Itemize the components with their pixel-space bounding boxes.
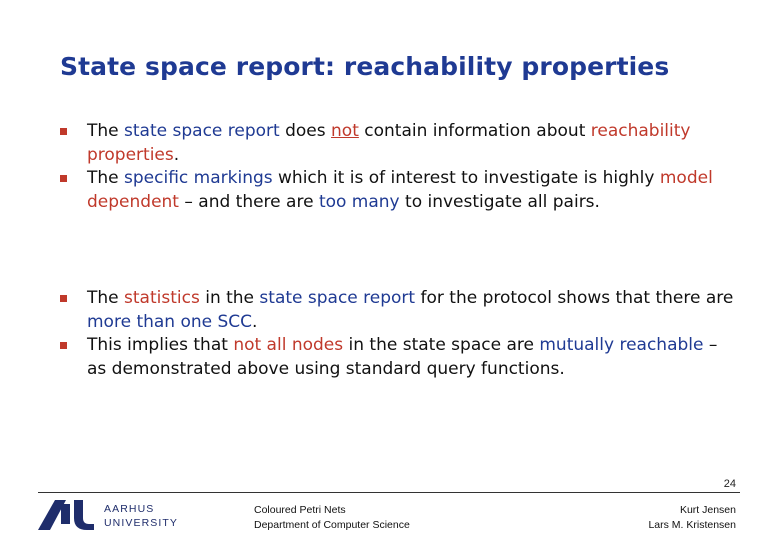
bullet-item (60, 334, 740, 381)
square-bullet-icon (60, 342, 67, 349)
bullet-list-scc (60, 287, 740, 381)
highlight-term: too many (318, 191, 400, 212)
bullet-text: which it is of interest to investigate is highly (272, 168, 660, 189)
square-bullet-icon (60, 128, 67, 135)
highlight-term: reachability properties (87, 121, 691, 165)
highlight-term: mutually reachable (539, 335, 704, 356)
bullet-text: The (87, 168, 125, 189)
bullet-text: . (173, 144, 180, 165)
department-name: Department of Computer Science (254, 518, 410, 531)
square-bullet-icon (60, 295, 67, 302)
highlight-term: not all nodes (233, 335, 344, 356)
bullet-text: The (87, 121, 125, 141)
course-title: Coloured Petri Nets (254, 504, 346, 516)
square-bullet-icon (60, 175, 67, 182)
bullet-item (60, 167, 740, 214)
slide-title: State space report: reachability properties (60, 52, 670, 81)
bullet-list-reachability (60, 120, 740, 214)
aarhus-university-logo-icon (38, 498, 94, 530)
university-name-line: AARHUS (104, 503, 155, 515)
author-list (648, 503, 736, 532)
course-info (254, 503, 410, 532)
bullet-text: This implies that (87, 335, 234, 356)
emphasis-term: not (331, 121, 359, 141)
highlight-term: specific markings (124, 168, 273, 189)
bullet-text: in the state space are (343, 335, 540, 356)
university-name-line: UNIVERSITY (104, 516, 179, 529)
bullet-text: . (252, 311, 258, 332)
bullet-text: in the (199, 288, 260, 308)
highlight-term: state space report (124, 121, 280, 141)
university-name (104, 503, 178, 530)
footer-divider (38, 492, 740, 493)
author-name: Lars M. Kristensen (648, 518, 736, 531)
highlight-term: model dependent (87, 168, 713, 212)
bullet-text: to investigate all pairs. (399, 191, 600, 212)
bullet-item (60, 287, 740, 334)
bullet-text: contain information about (358, 121, 591, 141)
page-number: 24 (723, 478, 736, 490)
highlight-term: statistics (124, 288, 200, 308)
author-name: Kurt Jensen (679, 504, 736, 516)
bullet-item (60, 120, 740, 167)
bullet-text: for the protocol shows that there are (415, 288, 734, 308)
highlight-term: more than one SCC (87, 311, 253, 332)
bullet-text: The (87, 288, 125, 308)
highlight-term: state space report (259, 288, 416, 308)
bullet-text: – and there are (178, 191, 319, 212)
bullet-text: – as demonstrated above using standard query functions. (87, 335, 718, 379)
bullet-text: does (279, 121, 332, 141)
